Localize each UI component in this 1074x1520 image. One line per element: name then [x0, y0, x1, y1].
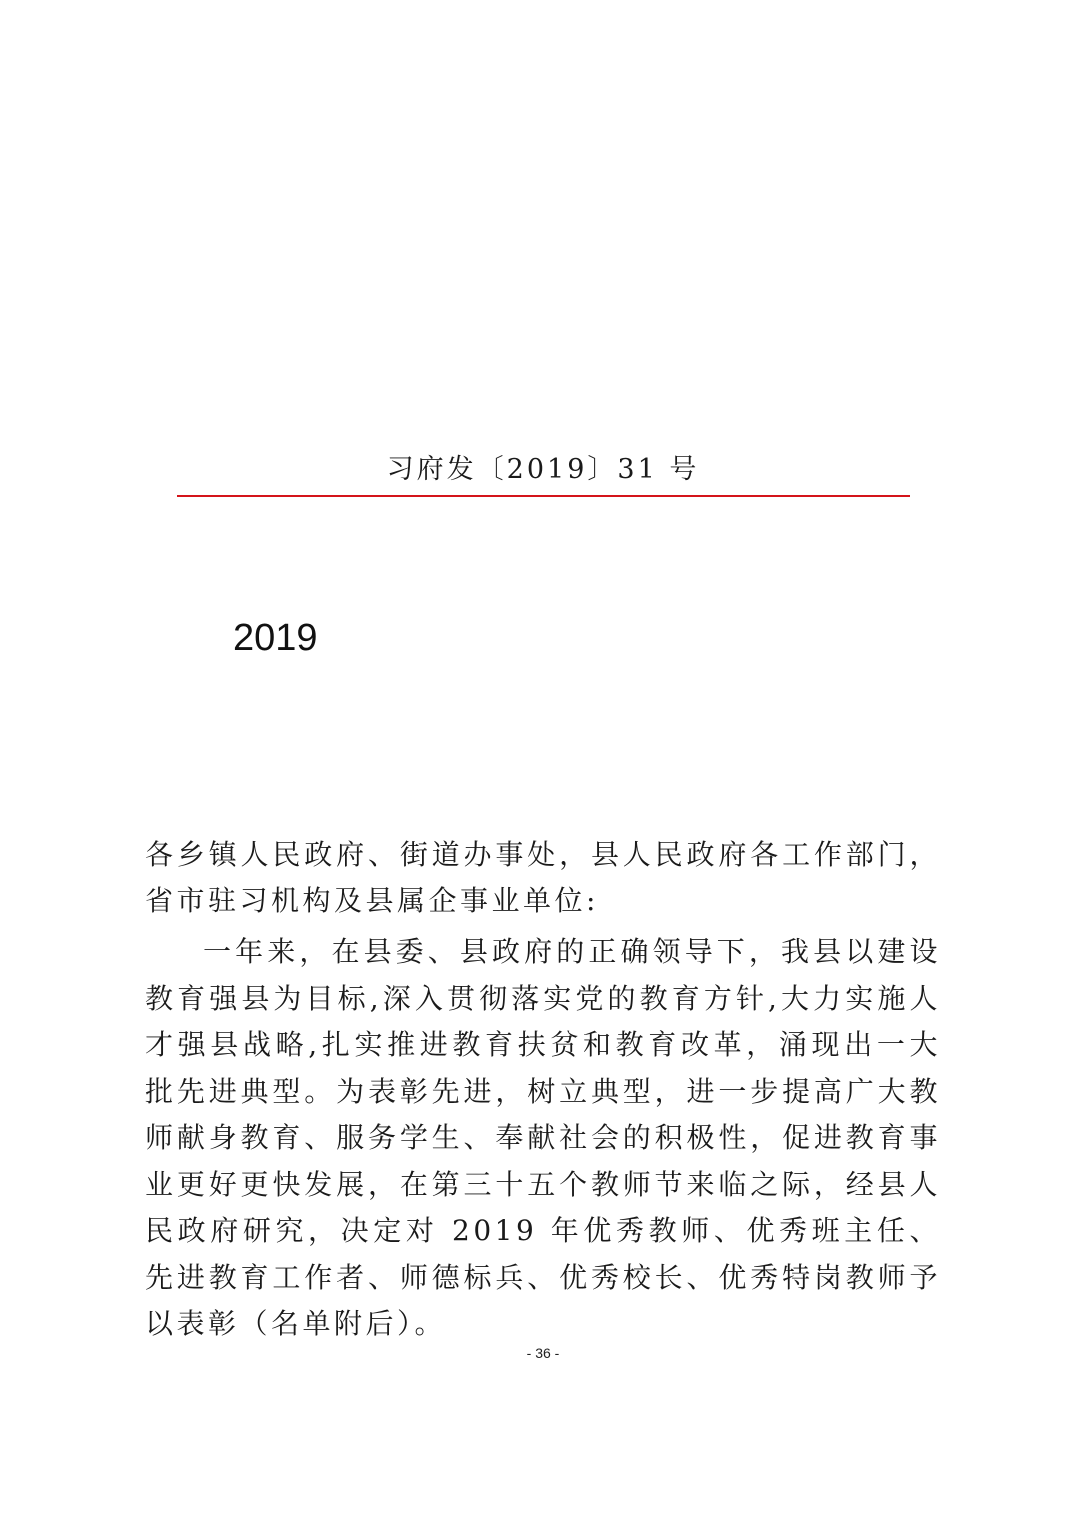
- body-paragraph: 一年来，在县委、县政府的正确领导下，我县以建设教育强县为目标,深入贯彻落实党的教育方针,大力实施人才强县战略,扎实推进教育扶贫和教育改革，涌现出一大批先进典型。为表彰先进，树立典型，进一步提高广大教师献身教育、服务学生、奉献社会的积极性，促进教育事业更好更快发展，在第三十五个教师节来临之际，经县人民政府研究，决定对 2019 年优秀教师、优秀班主任、先进教育工作者、师德标兵、优秀校长、优秀特岗教师予以表彰（名单附后）。: [145, 935, 941, 1340]
- page-number: - 36 -: [526, 1345, 560, 1361]
- document-title-year: 2019: [233, 617, 318, 659]
- document-number: 习府发〔2019〕31 号: [386, 454, 700, 485]
- addressee-line: 各乡镇人民政府、街道办事处，县人民政府各工作部门，省市驻习机构及县属企事业单位:: [145, 838, 941, 917]
- red-divider-line: [177, 495, 910, 497]
